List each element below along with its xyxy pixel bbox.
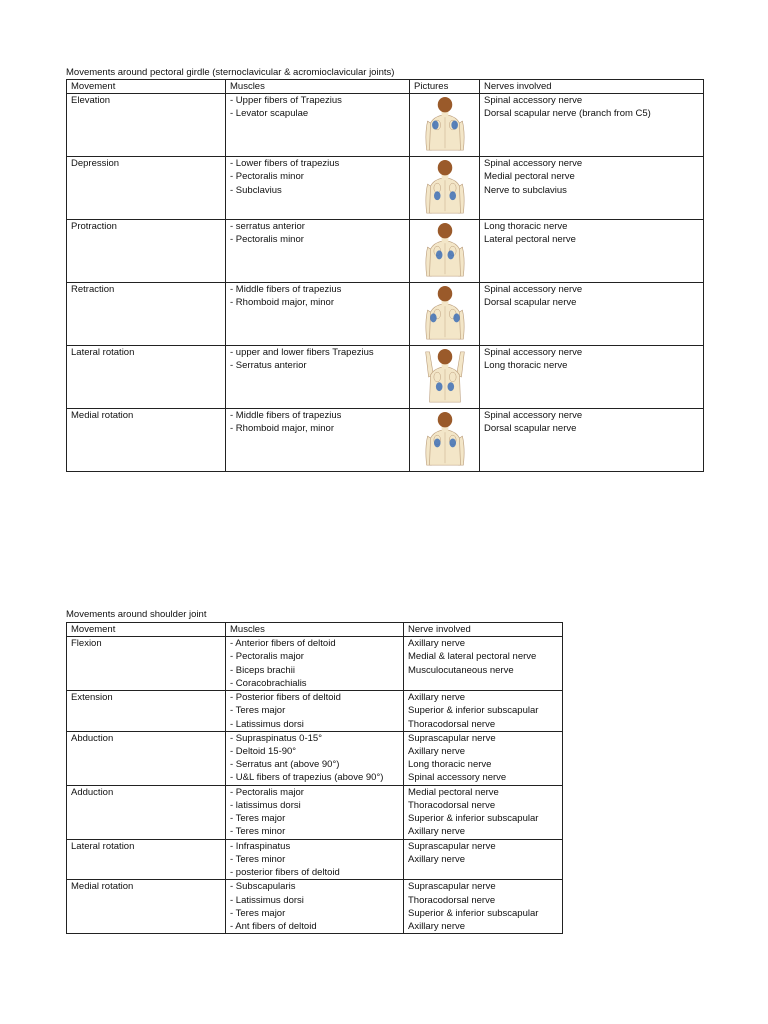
- shoulder-header-row: [67, 623, 563, 637]
- table-row: [67, 731, 563, 785]
- muscles-line: - Serratus ant (above 90°): [230, 759, 340, 771]
- muscles-line: - Middle fibers of trapezius: [230, 410, 342, 422]
- nerves-line: Medial pectoral nerve: [408, 786, 499, 798]
- nerves-line: Dorsal scapular nerve (branch from C5): [484, 108, 651, 120]
- muscles-line: - Latissimus dorsi: [230, 718, 304, 730]
- nerves-line: Lateral pectoral nerve: [484, 234, 576, 246]
- nerves-line: Thoracodorsal nerve: [408, 800, 496, 812]
- muscles-line: - Lower fibers of trapezius: [230, 158, 340, 170]
- muscles-line: - Pectoralis minor: [230, 234, 304, 246]
- header-muscles: Muscles: [226, 80, 410, 94]
- nerves-line: Spinal accessory nerve: [484, 284, 583, 296]
- table-row: [67, 94, 704, 157]
- muscles-line: - Infraspinatus: [230, 840, 291, 852]
- nerves-line: Long thoracic nerve: [408, 759, 492, 771]
- muscles-line: - Teres minor: [230, 826, 286, 838]
- muscles-line: - Teres minor: [230, 854, 286, 866]
- muscles-line: - Subscapularis: [230, 881, 296, 893]
- muscles-line: - Subclavius: [230, 184, 282, 196]
- table-row: [67, 409, 704, 472]
- nerves-cell: [404, 691, 563, 732]
- nerves-line: Suprascapular nerve: [408, 881, 496, 893]
- muscles-line: - Teres major: [230, 705, 286, 717]
- muscles-line: - Pectoralis major: [230, 651, 304, 663]
- movement-cell: Depression: [67, 157, 226, 220]
- nerves-cell: [480, 283, 704, 346]
- nerves-line: Spinal accessory nerve: [484, 410, 583, 422]
- picture-cell: [410, 283, 480, 346]
- nerves-line: Axillary nerve: [408, 921, 466, 933]
- muscles-line: - Teres major: [230, 813, 286, 825]
- pectoral-girdle-table: [66, 79, 704, 472]
- muscles-line: - Teres major: [230, 907, 286, 919]
- muscles-cell: [226, 220, 410, 283]
- shoulder-joint-table: [66, 622, 563, 934]
- nerves-line: Axillary nerve: [408, 638, 466, 650]
- muscles-line: - Levator scapulae: [230, 108, 309, 120]
- nerves-cell: [404, 731, 563, 785]
- table-row: [67, 220, 704, 283]
- muscles-line: - Anterior fibers of deltoid: [230, 638, 336, 650]
- muscles-cell: [226, 691, 404, 732]
- table-row: [67, 691, 563, 732]
- movement-cell: Flexion: [67, 637, 226, 691]
- muscles-line: - Rhomboid major, minor: [230, 423, 335, 435]
- movement-cell: Retraction: [67, 283, 226, 346]
- header-movement: Movement: [67, 80, 226, 94]
- nerves-line: Musculocutaneous nerve: [408, 664, 514, 676]
- nerves-line: Medial & lateral pectoral nerve: [408, 651, 537, 663]
- muscles-line: - U&L fibers of trapezius (above 90°): [230, 772, 384, 784]
- depression-figure: [417, 159, 473, 217]
- movement-cell: Elevation: [67, 94, 226, 157]
- muscles-line: - Middle fibers of trapezius: [230, 284, 342, 296]
- nerves-line: Dorsal scapular nerve: [484, 423, 577, 435]
- movement-cell: Medial rotation: [67, 409, 226, 472]
- movement-cell: Lateral rotation: [67, 346, 226, 409]
- nerves-line: Long thoracic nerve: [484, 221, 568, 233]
- nerves-line: Dorsal scapular nerve: [484, 297, 577, 309]
- nerves-line: Axillary nerve: [408, 692, 466, 704]
- header-nerves: Nerves involved: [480, 80, 704, 94]
- muscles-line: - Deltoid 15-90°: [230, 746, 297, 758]
- movement-cell: Abduction: [67, 731, 226, 785]
- nerves-line: Spinal accessory nerve: [408, 772, 507, 784]
- muscles-line: - Latissimus dorsi: [230, 894, 304, 906]
- muscles-cell: [226, 637, 404, 691]
- nerves-line: Axillary nerve: [408, 746, 466, 758]
- movement-cell: Protraction: [67, 220, 226, 283]
- nerves-line: Spinal accessory nerve: [484, 158, 583, 170]
- table-row: [67, 839, 563, 880]
- movement-cell: Lateral rotation: [67, 839, 226, 880]
- muscles-line: - Rhomboid major, minor: [230, 297, 335, 309]
- muscles-line: - Biceps brachii: [230, 664, 295, 676]
- nerves-cell: [480, 94, 704, 157]
- nerves-cell: [480, 220, 704, 283]
- picture-cell: [410, 94, 480, 157]
- picture-cell: [410, 346, 480, 409]
- muscles-cell: [226, 157, 410, 220]
- nerves-line: Thoracodorsal nerve: [408, 718, 496, 730]
- muscles-line: - Upper fibers of Trapezius: [230, 95, 342, 107]
- nerves-line: Spinal accessory nerve: [484, 347, 583, 359]
- nerves-line: Spinal accessory nerve: [484, 95, 583, 107]
- nerves-cell: [480, 157, 704, 220]
- nerves-line: Axillary nerve: [408, 826, 466, 838]
- muscles-cell: [226, 785, 404, 839]
- picture-cell: [410, 220, 480, 283]
- nerves-line: Medial pectoral nerve: [484, 171, 575, 183]
- nerves-cell: [404, 785, 563, 839]
- nerves-line: Thoracodorsal nerve: [408, 894, 496, 906]
- header-movement: Movement: [67, 623, 226, 637]
- nerves-cell: [404, 839, 563, 880]
- table-row: [67, 637, 563, 691]
- nerves-line: Nerve to subclavius: [484, 184, 567, 196]
- muscles-line: - Supraspinatus 0-15°: [230, 732, 322, 744]
- muscles-cell: [226, 346, 410, 409]
- muscles-line: - Posterior fibers of deltoid: [230, 692, 341, 704]
- table-row: [67, 157, 704, 220]
- picture-cell: [410, 157, 480, 220]
- muscles-line: - Pectoralis minor: [230, 171, 304, 183]
- muscles-line: - Pectoralis major: [230, 786, 304, 798]
- muscles-cell: [226, 94, 410, 157]
- nerves-cell: [404, 880, 563, 934]
- header-muscles: Muscles: [226, 623, 404, 637]
- muscles-line: - Serratus anterior: [230, 360, 307, 372]
- retraction-figure: [417, 285, 473, 343]
- table-row: [67, 346, 704, 409]
- movement-cell: Extension: [67, 691, 226, 732]
- picture-cell: [410, 409, 480, 472]
- muscles-line: - serratus anterior: [230, 221, 305, 233]
- muscles-cell: [226, 839, 404, 880]
- muscles-cell: [226, 409, 410, 472]
- medial-rotation-figure: [417, 411, 473, 469]
- movement-cell: Adduction: [67, 785, 226, 839]
- muscles-cell: [226, 880, 404, 934]
- nerves-cell: [480, 409, 704, 472]
- nerves-cell: [404, 637, 563, 691]
- muscles-line: - Coracobrachialis: [230, 677, 307, 689]
- muscles-line: - latissimus dorsi: [230, 800, 301, 812]
- nerves-line: Axillary nerve: [408, 854, 466, 866]
- muscles-cell: [226, 731, 404, 785]
- table-row: [67, 785, 563, 839]
- muscles-line: - upper and lower fibers Trapezius: [230, 347, 374, 359]
- nerves-line: Superior & inferior subscapular: [408, 813, 539, 825]
- muscles-cell: [226, 283, 410, 346]
- pectoral-header-row: [67, 80, 704, 94]
- nerves-line: Superior & inferior subscapular: [408, 705, 539, 717]
- nerves-line: Suprascapular nerve: [408, 732, 496, 744]
- elevation-figure: [417, 96, 473, 154]
- pectoral-table-caption: Movements around pectoral girdle (sternoclavicular & acromioclavicular joints): [66, 67, 395, 78]
- table-row: [67, 283, 704, 346]
- nerves-cell: [480, 346, 704, 409]
- lateral-rotation-figure: [417, 348, 473, 406]
- movement-cell: Medial rotation: [67, 880, 226, 934]
- header-pictures: Pictures: [410, 80, 480, 94]
- muscles-line: - Ant fibers of deltoid: [230, 921, 317, 933]
- table-row: [67, 880, 563, 934]
- muscles-line: - posterior fibers of deltoid: [230, 867, 340, 879]
- header-nerve: Nerve involved: [404, 623, 563, 637]
- protraction-figure: [417, 222, 473, 280]
- shoulder-table-caption: Movements around shoulder joint: [66, 609, 207, 620]
- nerves-line: Superior & inferior subscapular: [408, 907, 539, 919]
- nerves-line: Long thoracic nerve: [484, 360, 568, 372]
- nerves-line: Suprascapular nerve: [408, 840, 496, 852]
